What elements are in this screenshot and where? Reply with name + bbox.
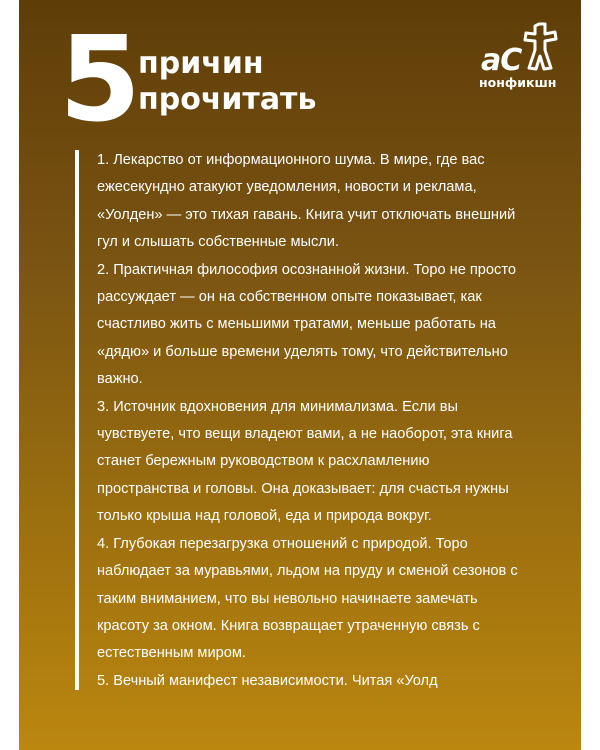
text-line: станет бережным руководством к расхламлению <box>97 453 430 470</box>
headline-number: 5 <box>59 10 140 148</box>
text-line: 5. Вечный манифест независимости. Читая «Уолд <box>97 672 438 689</box>
text-line: таким вниманием, что вы невольно начинаете замечать <box>97 590 478 607</box>
text-line: счастливо жить с меньшими тратами, меньше работать на <box>97 316 496 333</box>
text-line: красоту за окном. Книга возвращает утраченную связь с <box>97 617 480 634</box>
text-line: важно. <box>97 371 143 388</box>
text-line: «Уолден» — это тихая гавань. Книга учит отключать внешний <box>97 206 516 223</box>
text-line: 4. Глубокая перезагрузка отношений с природой. Торо <box>97 535 468 552</box>
logo-word: нонфикшн <box>479 75 557 90</box>
text-line: гул и слышать собственные мысли. <box>97 234 340 251</box>
text-line: 3. Источник вдохновения для минимализма. Если вы <box>97 398 458 415</box>
text-line: пространства и головы. Она доказывает: для счастья нужны <box>97 480 509 497</box>
text-line: естественным миром. <box>97 645 246 662</box>
reasons-text <box>97 147 577 695</box>
text-line: рассуждает — он на собственном опыте показывает, как <box>97 289 482 306</box>
text-line: только крыша над головой, еда и природа вокруг. <box>97 508 432 525</box>
text-line: ежесекундно атакуют уведомления, новости и реклама, <box>97 179 477 196</box>
text-line: 2. Практичная философия осознанной жизни. Торо не просто <box>97 261 516 278</box>
promo-card <box>19 0 581 750</box>
headline-line-2: прочитать <box>138 82 317 117</box>
text-line: «дядю» и больше времени уделять тому, что действительно <box>97 343 508 360</box>
publisher-logo <box>481 20 567 100</box>
logo-letters: аС <box>481 43 522 78</box>
headline <box>138 46 316 118</box>
text-line: чувствуете, что вещи владеют вами, а не наоборот, эта книга <box>97 426 513 443</box>
text-line: наблюдает за муравьями, льдом на пруду и сменой сезонов с <box>97 563 518 580</box>
headline-line-1: причин <box>138 46 264 81</box>
accent-bar <box>75 150 79 690</box>
text-line: 1. Лекарство от информационного шума. В мире, где вас <box>97 152 485 168</box>
